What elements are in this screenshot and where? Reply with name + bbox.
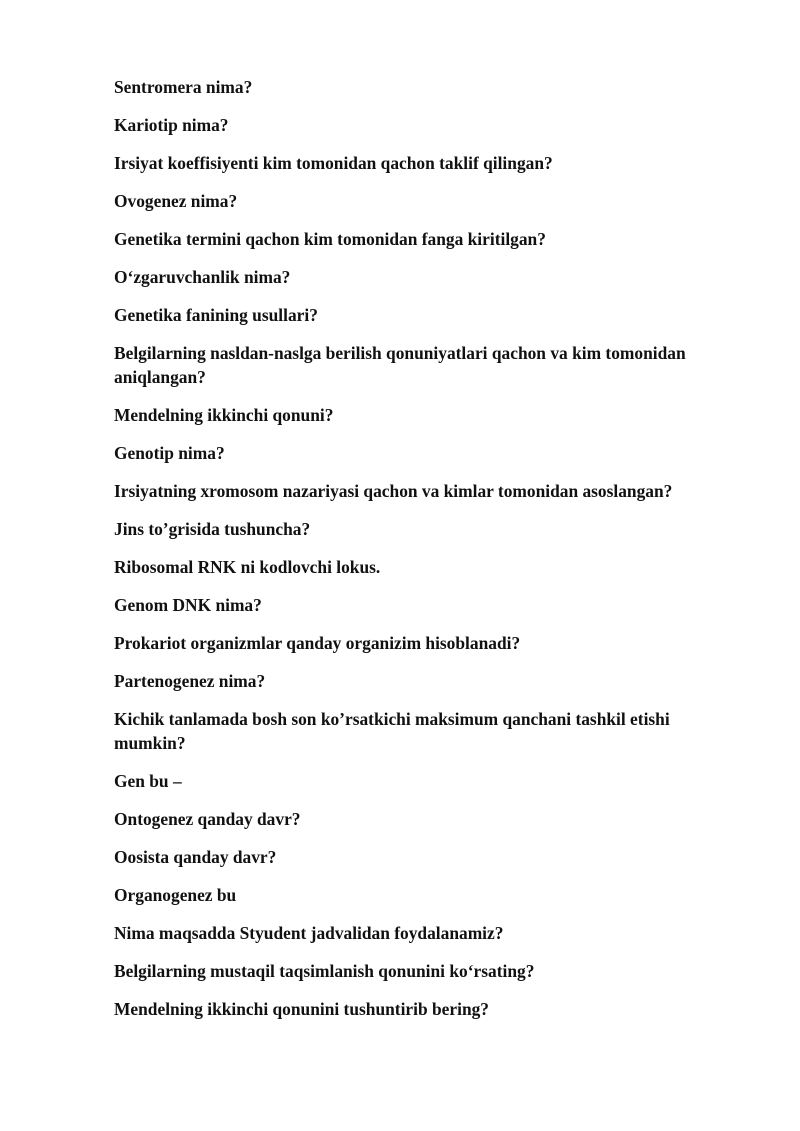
question-item: Ovogenez nima? (114, 191, 238, 211)
question-item: O‘zgaruvchanlik nima? (114, 267, 291, 287)
question-item: Organogenez bu (114, 885, 237, 905)
question-item: Kariotip nima? (114, 115, 229, 135)
question-item: Genom DNK nima? (114, 595, 262, 615)
question-item: Partenogenez nima? (114, 671, 266, 691)
question-item: Nima maqsadda Styudent jadvalidan foydalanamiz? (114, 923, 504, 943)
question-list (114, 75, 739, 1035)
question-item: Genotip nima? (114, 443, 225, 463)
question-item: Kichik tanlamada bosh son ko’rsatkichi maksimum qanchani tashkil etishi mumkin? (114, 709, 670, 753)
question-item: Genetika fanining usullari? (114, 305, 318, 325)
question-item: Irsiyatning xromosom nazariyasi qachon va kimlar tomonidan asoslangan? (114, 481, 673, 501)
question-item: Mendelning ikkinchi qonuni? (114, 405, 334, 425)
question-item: Oosista qanday davr? (114, 847, 277, 867)
question-item: Gen bu – (114, 771, 182, 791)
question-item: Ribosomal RNK ni kodlovchi lokus. (114, 557, 381, 577)
question-item: Prokariot organizmlar qanday organizim hisoblanadi? (114, 633, 521, 653)
question-item: Belgilarning mustaqil taqsimlanish qonunini ko‘rsating? (114, 961, 535, 981)
question-item: Mendelning ikkinchi qonunini tushuntirib bering? (114, 999, 490, 1019)
question-item: Belgilarning nasldan-naslga berilish qonuniyatlari qachon va kim tomonidan aniqlangan? (114, 343, 686, 387)
question-item: Ontogenez qanday davr? (114, 809, 301, 829)
question-item: Jins to’grisida tushuncha? (114, 519, 311, 539)
question-item: Sentromera nima? (114, 77, 253, 97)
question-item: Genetika termini qachon kim tomonidan fanga kiritilgan? (114, 229, 546, 249)
question-item: Irsiyat koeffisiyenti kim tomonidan qachon taklif qilingan? (114, 153, 553, 173)
